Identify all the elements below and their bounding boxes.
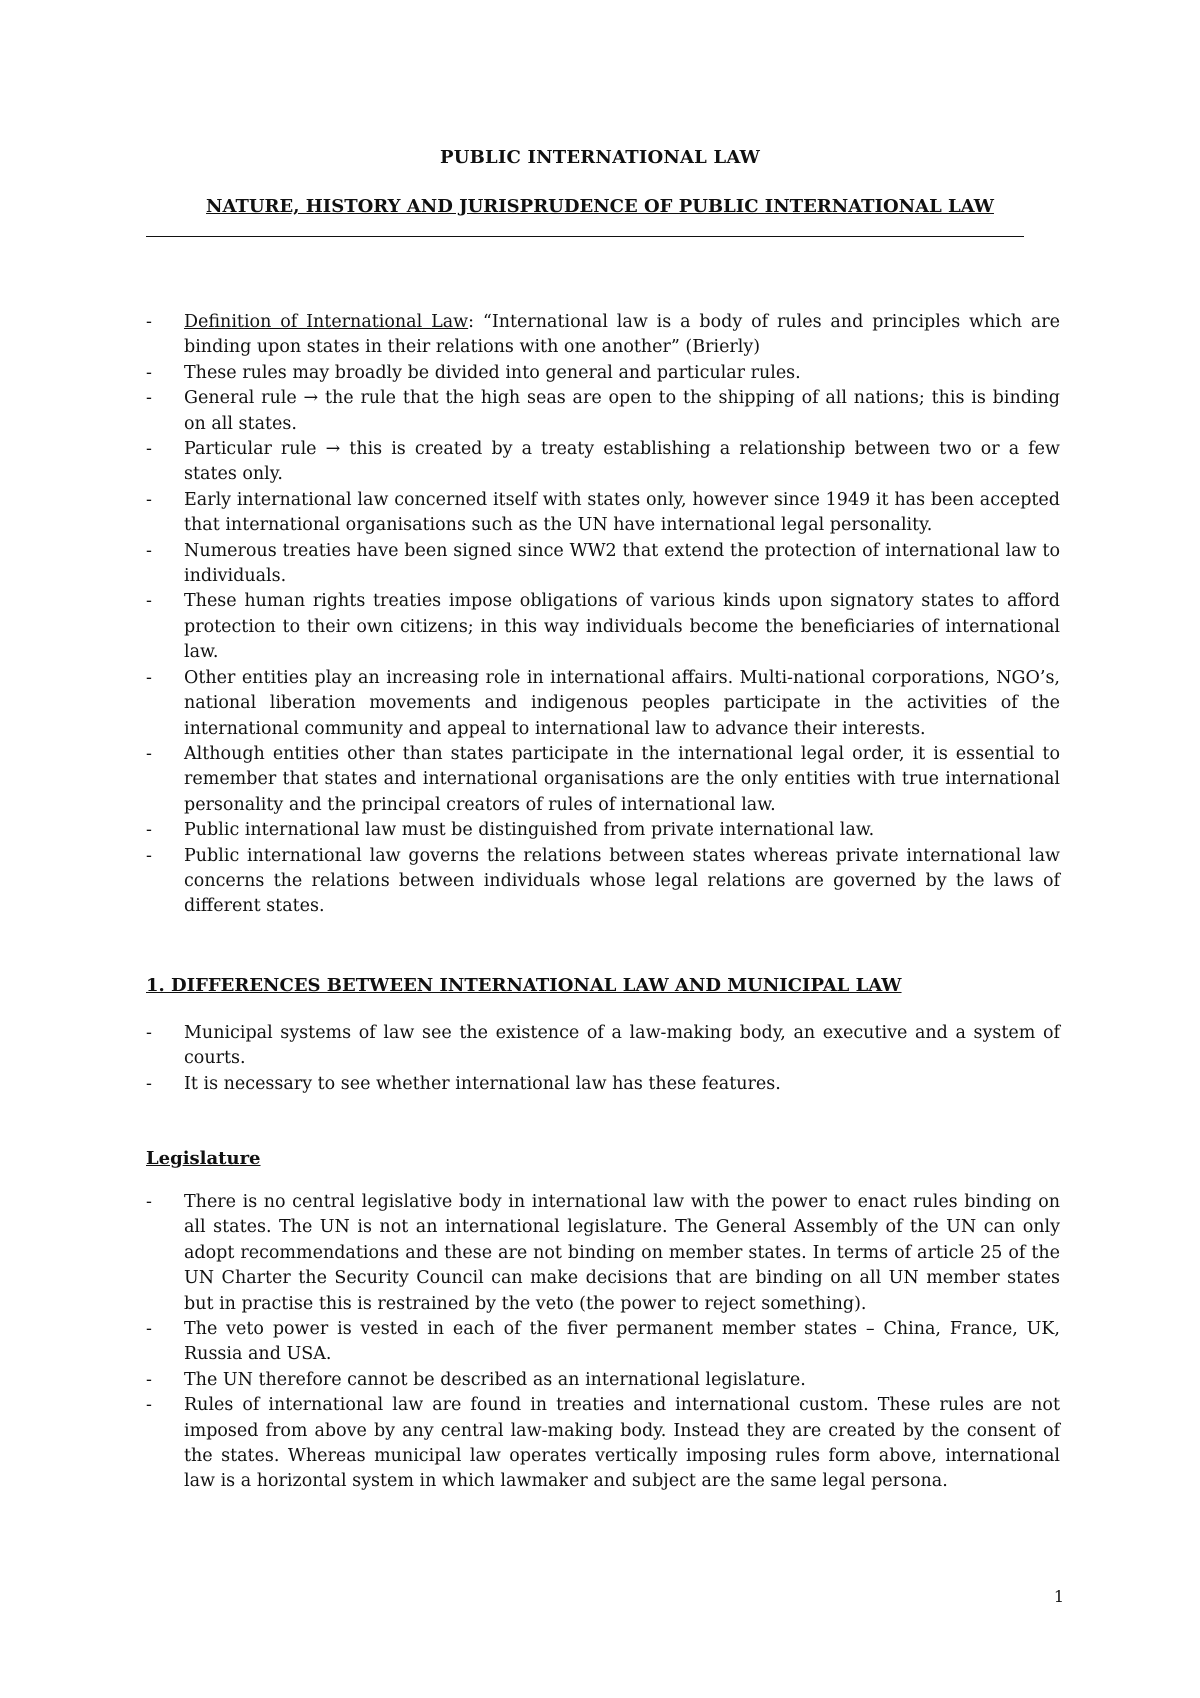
bullet-marker: - <box>146 540 152 561</box>
bullet-marker: - <box>146 489 152 510</box>
page-number: 1 <box>1053 1587 1064 1606</box>
list-item <box>146 1190 1060 1317</box>
title-divider <box>146 236 1024 237</box>
list-item-text: The UN therefore cannot be described as an international legislature. <box>184 1369 806 1390</box>
list-item <box>146 589 1060 665</box>
list-item <box>146 1317 1060 1368</box>
list-item <box>146 1021 1060 1072</box>
definition-text: : “International law is a body of rules and principles which are binding upon states in their relations with one another” (Brierly) <box>184 312 1060 358</box>
bullet-marker: - <box>146 1073 152 1094</box>
list-item <box>146 1072 1060 1097</box>
bullet-marker: - <box>146 667 152 688</box>
legislature-list <box>146 1190 1060 1495</box>
list-item-text: Municipal systems of law see the existence of a law-making body, an executive and a system of courts. <box>184 1023 1060 1069</box>
list-item-text: These human rights treaties impose obligations of various kinds upon signatory states to afford protection to their own citizens; in this way individuals become the beneficiaries of international law. <box>184 591 1060 663</box>
list-item <box>146 844 1060 920</box>
bullet-marker: - <box>146 1395 152 1416</box>
list-item-text: Although entities other than states participate in the international legal order, it is essential to remember that states and international organisations are the only entities with true international personality and the principal creators of rules of international law. <box>184 743 1060 815</box>
list-item <box>146 742 1060 818</box>
list-item <box>146 666 1060 742</box>
list-item-text: It is necessary to see whether international law has these features. <box>184 1073 781 1094</box>
list-item <box>146 361 1060 386</box>
bullet-marker: - <box>146 743 152 764</box>
list-item-text: General rule → the rule that the high seas are open to the shipping of all nations; this is binding on all states. <box>184 388 1060 434</box>
bullet-marker: - <box>146 388 152 409</box>
bullet-marker: - <box>146 1192 152 1212</box>
bullet-marker: - <box>146 1023 152 1043</box>
list-item-text: Public international law must be distinguished from private international law. <box>184 820 875 841</box>
list-item-text: Rules of international law are found in treaties and international custom. These rules are not imposed from above by any central law-making body. Instead they are created by the consent of the states. Whereas municipal law operates vertically imposing rules form above, international law is a horizontal system in which lawmaker and subject are the same legal persona. <box>184 1395 1060 1492</box>
bullet-marker: - <box>146 312 152 332</box>
list-item-text: There is no central legislative body in international law with the power to enact rules binding on all states. The UN is not an international legislature. The General Assembly of the UN can only adopt recommendations and these are not binding on member states. In terms of article 25 of the UN Charter the Security Council can make decisions that are binding on all UN member states but in practise this is restrained by the veto (the power to reject something). <box>184 1192 1060 1314</box>
list-item <box>146 386 1060 437</box>
list-item <box>146 437 1060 488</box>
list-item-text: Numerous treaties have been signed since WW2 that extend the protection of international law to individuals. <box>184 540 1060 587</box>
intro-list <box>146 310 1060 920</box>
list-item <box>146 310 1060 361</box>
document-subtitle: NATURE, HISTORY AND JURISPRUDENCE OF PUBLIC INTERNATIONAL LAW <box>206 196 994 217</box>
document-title: PUBLIC INTERNATIONAL LAW <box>439 147 761 168</box>
list-item <box>146 1393 1060 1495</box>
subheading-legislature: Legislature <box>146 1148 261 1169</box>
list-item <box>146 1368 1060 1393</box>
list-item-text: Other entities play an increasing role in international affairs. Multi-national corporations, NGO’s, national liberation movements and indigenous peoples participate in the activities of the international community and appeal to international law to advance their interests. <box>184 667 1060 739</box>
bullet-marker: - <box>146 362 152 383</box>
bullet-marker: - <box>146 439 152 460</box>
bullet-marker: - <box>146 1369 152 1390</box>
bullet-marker: - <box>146 820 152 841</box>
list-item-text: The veto power is vested in each of the fiver permanent member states – China, France, UK, Russia and USA. <box>184 1319 1060 1365</box>
section-heading-differences: 1. DIFFERENCES BETWEEN INTERNATIONAL LAW AND MUNICIPAL LAW <box>146 975 902 996</box>
definition-label: Definition of International Law <box>184 312 469 332</box>
list-item-text: Early international law concerned itself with states only, however since 1949 it has been accepted that international organisations such as the UN have international legal personality. <box>184 489 1060 536</box>
bullet-marker: - <box>146 1319 152 1340</box>
bullet-marker: - <box>146 845 152 866</box>
list-item-text: Particular rule → this is created by a treaty establishing a relationship between two or a few states only. <box>184 439 1060 485</box>
list-item-text: Public international law governs the relations between states whereas private international law concerns the relations between individuals whose legal relations are governed by the laws of different states. <box>184 845 1060 917</box>
list-item <box>146 488 1060 539</box>
list-item <box>146 818 1060 843</box>
bullet-marker: - <box>146 591 152 612</box>
differences-list <box>146 1021 1060 1097</box>
list-item <box>146 539 1060 590</box>
list-item-text: These rules may broadly be divided into general and particular rules. <box>184 362 801 383</box>
